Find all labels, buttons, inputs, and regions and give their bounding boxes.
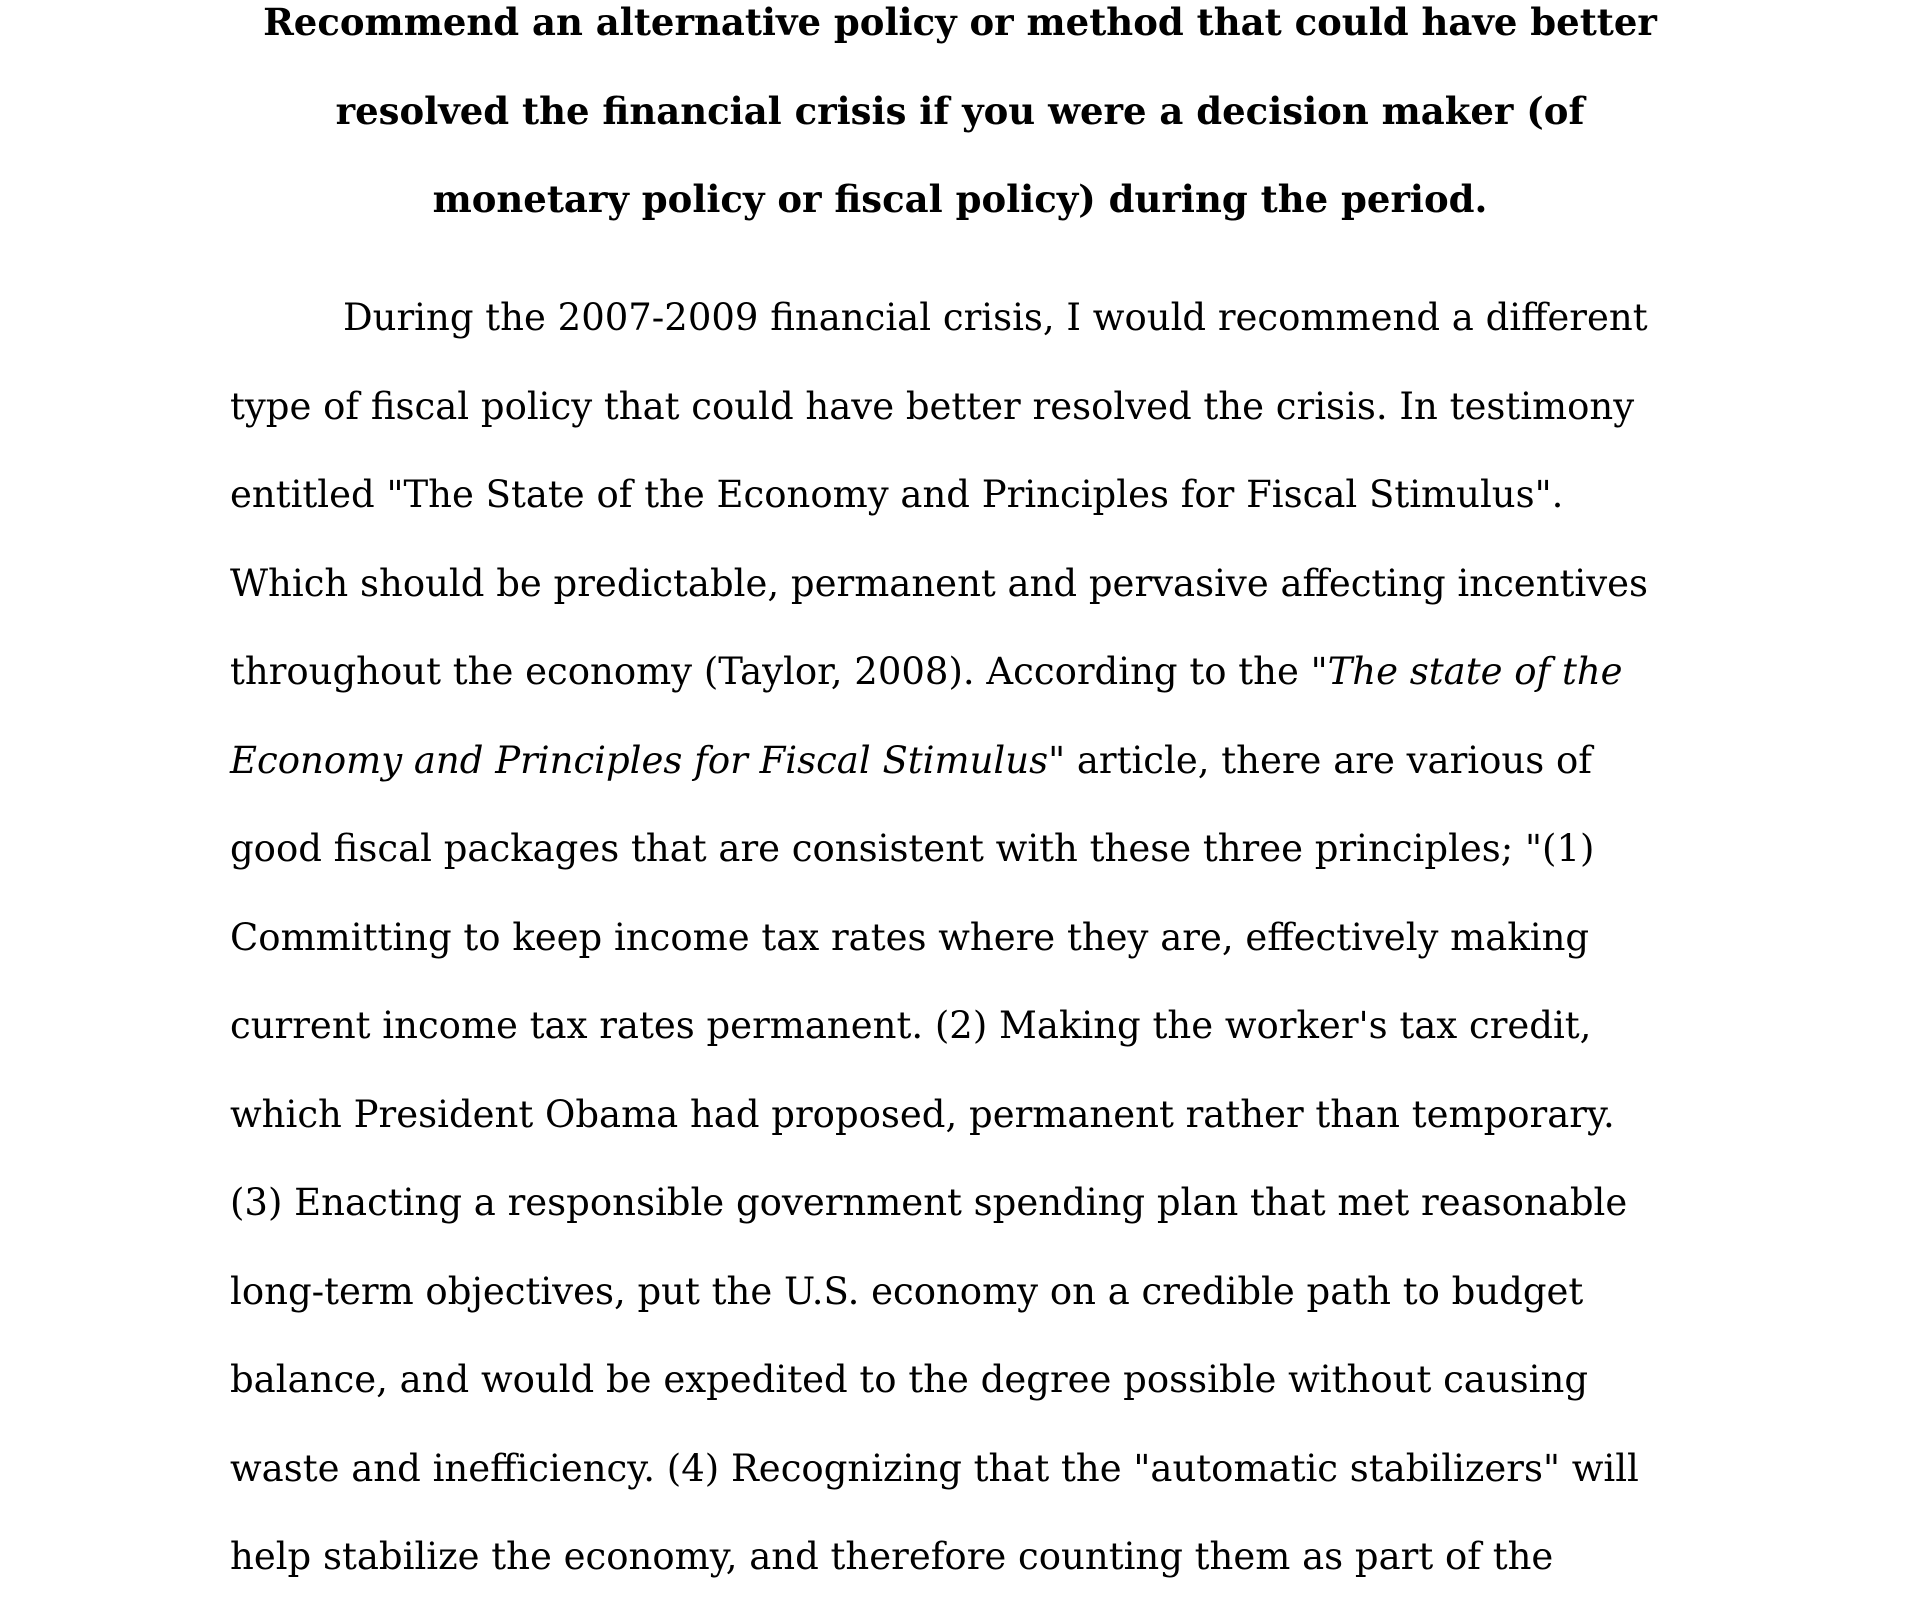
paragraph-line-4: Which should be predictable, permanent and pervasive affecting incentives (230, 561, 1649, 605)
heading-line-2: resolved the financial crisis if you were a decision maker (of (335, 88, 1585, 133)
paragraph-line-3: entitled "The State of the Economy and Principles for Fiscal Stimulus". (230, 473, 1564, 516)
article-title-part-2: Economy and Principles for Fiscal Stimulus" (230, 738, 1066, 782)
paragraph-line-5-text: throughout the economy (Taylor, 2008). According to the (230, 650, 1311, 693)
paragraph-line-13: balance, and would be expedited to the degree possible without causing (230, 1358, 1589, 1401)
paragraph-line-10: which President Obama had proposed, permanent rather than temporary. (230, 1092, 1615, 1136)
paragraph-line-7: good fiscal packages that are consistent with these three principles; "(1) (230, 827, 1595, 870)
paragraph-line-11: (3) Enacting a responsible government spending plan that met reasonable (230, 1181, 1628, 1224)
paragraph-line-15: help stabilize the economy, and therefore counting them as part of the (230, 1535, 1554, 1578)
section-heading (230, 0, 1690, 244)
paragraph-line-5 (230, 628, 1700, 717)
paragraph-line-9: current income tax rates permanent. (2) Making the worker's tax credit, (230, 1004, 1592, 1047)
paragraph-line-1: During the 2007-2009 financial crisis, I would recommend a different (343, 296, 1648, 339)
paragraph-line-8: Committing to keep income tax rates where they are, effectively making (230, 915, 1590, 959)
paragraph-line-6-text: article, there are various of (1065, 738, 1592, 782)
heading-line-3: monetary policy or fiscal policy) during the period. (432, 177, 1488, 221)
article-title-part-1: "The state of the (1310, 650, 1623, 693)
paragraph-line-6 (230, 717, 1700, 806)
paragraph-line-14: waste and inefficiency. (4) Recognizing that the "automatic stabilizers" will (230, 1446, 1639, 1490)
heading-line-1: Recommend an alternative policy or method that could have better (263, 0, 1657, 44)
body-paragraph (230, 274, 1700, 1602)
paragraph-line-2: type of fiscal policy that could have better resolved the crisis. In testimony (230, 384, 1635, 428)
paragraph-line-12: long-term objectives, put the U.S. economy on a credible path to budget (230, 1269, 1584, 1313)
